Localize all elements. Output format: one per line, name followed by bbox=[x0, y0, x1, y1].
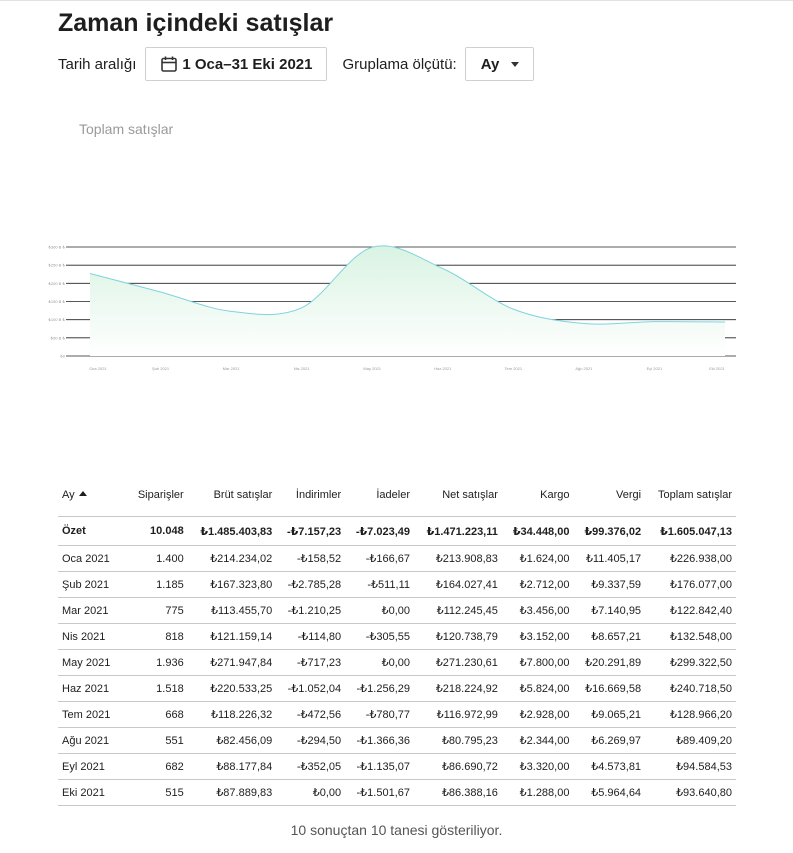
table-cell: ₺86.388,16 bbox=[414, 780, 502, 806]
date-range-label: Tarih aralığı bbox=[58, 55, 137, 73]
table-cell: Özet bbox=[58, 517, 128, 546]
x-tick-label: Haz 2021 bbox=[434, 366, 452, 371]
table-cell: -₺1.256,29 bbox=[345, 676, 414, 702]
table-cell: -₺7.023,49 bbox=[345, 517, 414, 546]
table-row bbox=[58, 598, 736, 624]
table-cell: ₺271.947,84 bbox=[188, 650, 277, 676]
table-cell: ₺93.640,80 bbox=[645, 780, 736, 806]
table-cell: ₺5.964,64 bbox=[573, 780, 645, 806]
x-tick-label: Şub 2021 bbox=[151, 366, 170, 371]
table-cell: -₺294,50 bbox=[276, 728, 345, 754]
column-header-returns[interactable]: İadeler bbox=[345, 474, 414, 517]
table-cell: -₺1.366,36 bbox=[345, 728, 414, 754]
table-cell: ₺88.177,84 bbox=[188, 754, 277, 780]
table-cell: ₺87.889,83 bbox=[188, 780, 277, 806]
table-cell: -₺511,11 bbox=[345, 572, 414, 598]
table-cell: ₺1.624,00 bbox=[502, 546, 574, 572]
group-by-select[interactable] bbox=[465, 47, 535, 81]
table-cell: ₺226.938,00 bbox=[645, 546, 736, 572]
top-border bbox=[0, 0, 793, 1]
table-cell: 551 bbox=[128, 728, 188, 754]
table-cell: Eki 2021 bbox=[58, 780, 128, 806]
x-tick-label: Tem 2021 bbox=[504, 366, 523, 371]
table-header-row bbox=[58, 474, 736, 517]
table-cell: 1.185 bbox=[128, 572, 188, 598]
table-cell: ₺86.690,72 bbox=[414, 754, 502, 780]
table-cell: 515 bbox=[128, 780, 188, 806]
table-cell: ₺7.800,00 bbox=[502, 650, 574, 676]
column-header-tax[interactable]: Vergi bbox=[573, 474, 645, 517]
table-cell: ₺271.230,61 bbox=[414, 650, 502, 676]
table-cell: ₺218.224,92 bbox=[414, 676, 502, 702]
table-row bbox=[58, 650, 736, 676]
table-cell: ₺6.269,97 bbox=[573, 728, 645, 754]
y-tick-label: ₺100 B ₺ bbox=[48, 317, 65, 323]
table-cell: ₺2.928,00 bbox=[502, 702, 574, 728]
table-cell: 818 bbox=[128, 624, 188, 650]
table-cell: -₺158,52 bbox=[276, 546, 345, 572]
date-range-value: 1 Oca–31 Eki 2021 bbox=[182, 55, 313, 73]
x-tick-label: Eyl 2021 bbox=[646, 366, 663, 371]
table-cell: 682 bbox=[128, 754, 188, 780]
table-cell: ₺113.455,70 bbox=[188, 598, 277, 624]
table-cell: ₺213.908,83 bbox=[414, 546, 502, 572]
table-cell: ₺164.027,41 bbox=[414, 572, 502, 598]
column-header-orders[interactable]: Siparişler bbox=[128, 474, 188, 517]
column-header-discounts[interactable]: İndirimler bbox=[276, 474, 345, 517]
column-header-gross-sales[interactable]: Brüt satışlar bbox=[188, 474, 277, 517]
table-row bbox=[58, 754, 736, 780]
table-cell: ₺122.842,40 bbox=[645, 598, 736, 624]
x-tick-label: Mar 2021 bbox=[222, 366, 240, 371]
sales-chart bbox=[0, 230, 793, 380]
table-cell: 1.518 bbox=[128, 676, 188, 702]
table-cell: 775 bbox=[128, 598, 188, 624]
table-cell: ₺4.573,81 bbox=[573, 754, 645, 780]
sales-table bbox=[58, 474, 736, 806]
table-cell: ₺16.669,58 bbox=[573, 676, 645, 702]
table-cell: ₺299.322,50 bbox=[645, 650, 736, 676]
table-cell: Oca 2021 bbox=[58, 546, 128, 572]
date-range-button[interactable] bbox=[145, 47, 327, 81]
table-cell: Tem 2021 bbox=[58, 702, 128, 728]
table-cell: ₺214.234,02 bbox=[188, 546, 277, 572]
table-cell: ₺167.323,80 bbox=[188, 572, 277, 598]
table-row bbox=[58, 546, 736, 572]
table-cell: -₺1.501,67 bbox=[345, 780, 414, 806]
caret-down-icon bbox=[511, 62, 519, 67]
table-cell: ₺20.291,89 bbox=[573, 650, 645, 676]
table-row bbox=[58, 728, 736, 754]
table-cell: ₺1.485.403,83 bbox=[188, 517, 277, 546]
table-cell: -₺780,77 bbox=[345, 702, 414, 728]
table-cell: ₺121.159,14 bbox=[188, 624, 277, 650]
table-cell: Eyl 2021 bbox=[58, 754, 128, 780]
column-header-total-sales[interactable]: Toplam satışlar bbox=[645, 474, 736, 517]
table-cell: Şub 2021 bbox=[58, 572, 128, 598]
table-cell: -₺717,23 bbox=[276, 650, 345, 676]
sales-area bbox=[90, 246, 725, 356]
table-cell: ₺2.344,00 bbox=[502, 728, 574, 754]
table-cell: ₺1.288,00 bbox=[502, 780, 574, 806]
table-row bbox=[58, 572, 736, 598]
table-cell: ₺240.718,50 bbox=[645, 676, 736, 702]
table-cell: -₺1.052,04 bbox=[276, 676, 345, 702]
table-cell: 1.400 bbox=[128, 546, 188, 572]
table-cell: ₺11.405,17 bbox=[573, 546, 645, 572]
table-row bbox=[58, 676, 736, 702]
table-cell: -₺114,80 bbox=[276, 624, 345, 650]
table-cell: -₺305,55 bbox=[345, 624, 414, 650]
table-cell: ₺8.657,21 bbox=[573, 624, 645, 650]
table-cell: ₺2.712,00 bbox=[502, 572, 574, 598]
table-cell: ₺120.738,79 bbox=[414, 624, 502, 650]
sort-asc-icon bbox=[79, 491, 87, 496]
table-cell: Haz 2021 bbox=[58, 676, 128, 702]
results-count: 10 sonuçtan 10 tanesi gösteriliyor. bbox=[290, 822, 503, 838]
table-cell: ₺89.409,20 bbox=[645, 728, 736, 754]
table-cell: ₺1.471.223,11 bbox=[414, 517, 502, 546]
table-cell: 1.936 bbox=[128, 650, 188, 676]
column-header-month[interactable]: Ay bbox=[58, 474, 128, 517]
y-tick-label: ₺50 B ₺ bbox=[50, 335, 65, 341]
table-cell: ₺1.605.047,13 bbox=[645, 517, 736, 546]
table-cell: 10.048 bbox=[128, 517, 188, 546]
table-cell: ₺5.824,00 bbox=[502, 676, 574, 702]
group-by-label: Gruplama ölçütü: bbox=[342, 55, 457, 73]
table-cell: ₺0,00 bbox=[276, 780, 345, 806]
table-cell: ₺94.584,53 bbox=[645, 754, 736, 780]
table-cell: ₺9.065,21 bbox=[573, 702, 645, 728]
table-cell: ₺176.077,00 bbox=[645, 572, 736, 598]
x-tick-label: Ağu 2021 bbox=[575, 366, 593, 371]
table-cell: ₺132.548,00 bbox=[645, 624, 736, 650]
table-cell: ₺118.226,32 bbox=[188, 702, 277, 728]
table-cell: ₺0,00 bbox=[345, 650, 414, 676]
table-cell: May 2021 bbox=[58, 650, 128, 676]
column-header-net-sales[interactable]: Net satışlar bbox=[414, 474, 502, 517]
x-tick-label: May 2021 bbox=[363, 366, 382, 371]
group-by-value: Ay bbox=[480, 55, 500, 73]
y-tick-label: ₺200 B ₺ bbox=[48, 280, 65, 286]
table-cell: Nis 2021 bbox=[58, 624, 128, 650]
table-cell: ₺128.966,20 bbox=[645, 702, 736, 728]
table-cell: -₺472,56 bbox=[276, 702, 345, 728]
table-cell: 668 bbox=[128, 702, 188, 728]
table-cell: ₺34.448,00 bbox=[502, 517, 574, 546]
table-cell: ₺0,00 bbox=[345, 598, 414, 624]
table-cell: Ağu 2021 bbox=[58, 728, 128, 754]
table-cell: ₺7.140,95 bbox=[573, 598, 645, 624]
table-cell: -₺352,05 bbox=[276, 754, 345, 780]
table-cell: -₺2.785,28 bbox=[276, 572, 345, 598]
table-cell: -₺1.210,25 bbox=[276, 598, 345, 624]
y-tick-label: ₺250 B ₺ bbox=[48, 262, 65, 268]
table-cell: ₺116.972,99 bbox=[414, 702, 502, 728]
table-row bbox=[58, 780, 736, 806]
chart-title: Toplam satışlar bbox=[79, 121, 174, 137]
table-cell: ₺80.795,23 bbox=[414, 728, 502, 754]
table-cell: ₺3.152,00 bbox=[502, 624, 574, 650]
table-cell: ₺220.533,25 bbox=[188, 676, 277, 702]
table-row bbox=[58, 624, 736, 650]
table-cell: ₺112.245,45 bbox=[414, 598, 502, 624]
column-header-shipping[interactable]: Kargo bbox=[502, 474, 574, 517]
table-cell: Mar 2021 bbox=[58, 598, 128, 624]
table-cell: -₺166,67 bbox=[345, 546, 414, 572]
x-tick-label: Oca 2021 bbox=[89, 366, 107, 371]
x-tick-label: Eki 2021 bbox=[709, 366, 725, 371]
table-cell: ₺99.376,02 bbox=[573, 517, 645, 546]
table-cell: -₺7.157,23 bbox=[276, 517, 345, 546]
table-row bbox=[58, 702, 736, 728]
y-tick-label: ₺0 bbox=[60, 353, 65, 359]
calendar-icon bbox=[160, 55, 178, 73]
table-cell: ₺82.456,09 bbox=[188, 728, 277, 754]
y-tick-label: ₺300 B ₺ bbox=[48, 244, 65, 250]
table-cell: ₺3.456,00 bbox=[502, 598, 574, 624]
page-title: Zaman içindeki satışlar bbox=[58, 9, 334, 37]
y-tick-label: ₺150 B ₺ bbox=[48, 299, 65, 304]
table-cell: ₺3.320,00 bbox=[502, 754, 574, 780]
table-cell: -₺1.135,07 bbox=[345, 754, 414, 780]
table-cell: ₺9.337,59 bbox=[573, 572, 645, 598]
x-tick-label: Nis 2021 bbox=[293, 366, 310, 371]
summary-row bbox=[58, 517, 736, 546]
filter-bar bbox=[58, 46, 534, 82]
